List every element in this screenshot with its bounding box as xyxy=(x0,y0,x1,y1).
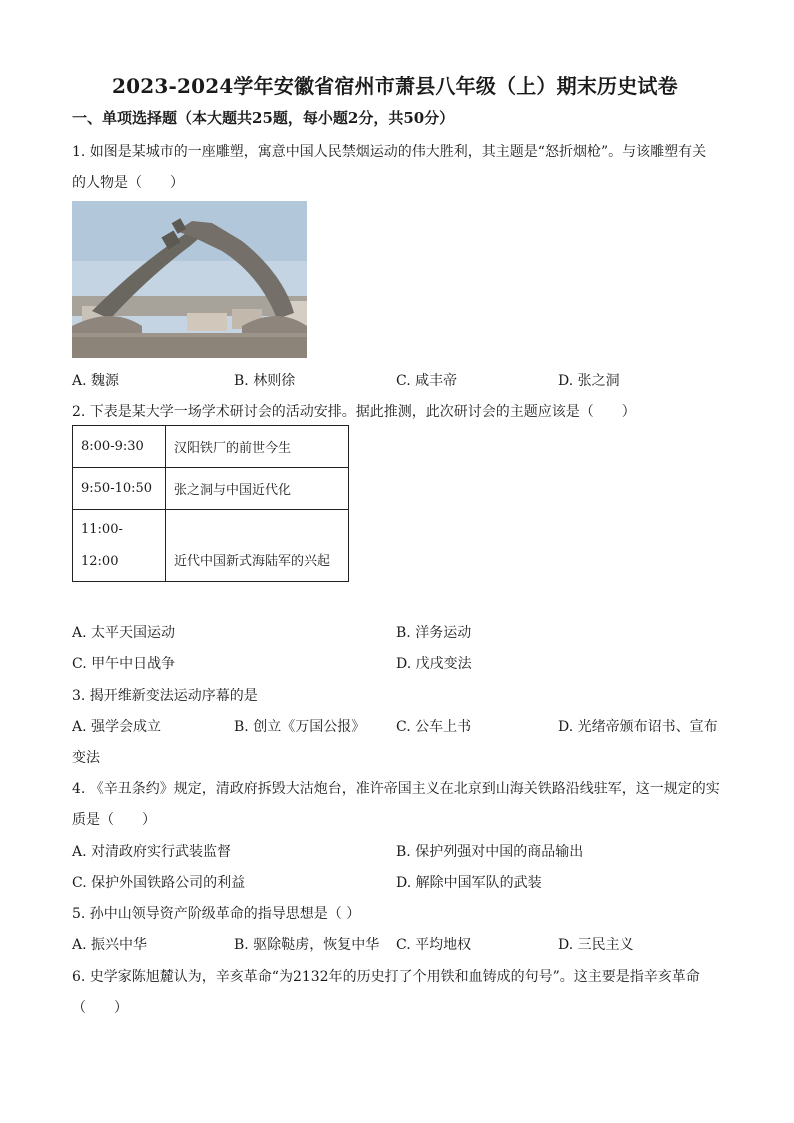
question-1-line2: 的人物是（ ） xyxy=(72,175,184,191)
q1-option-c: C. 咸丰帝 xyxy=(396,373,458,389)
time-cell xyxy=(73,510,166,582)
question-4-line2: 质是（ ） xyxy=(72,812,156,828)
topic-cell: 张之洞与中国近代化 xyxy=(166,468,349,510)
time-cell-line2: 12:00 xyxy=(81,553,119,569)
question-6-line2: （ ） xyxy=(72,1000,128,1016)
q1-option-a: A. 魏源 xyxy=(72,373,120,389)
topic-cell: 近代中国新式海陆军的兴起 xyxy=(166,510,349,582)
q1-option-b: B. 林则徐 xyxy=(234,373,296,389)
q4-option-c: C. 保护外国铁路公司的利益 xyxy=(72,875,246,891)
schedule-table xyxy=(72,425,349,582)
question-1-line1: 1. 如图是某城市的一座雕塑，寓意中国人民禁烟运动的伟大胜利，其主题是“怒折烟枪”。与该雕塑有关 xyxy=(72,144,707,160)
q3-option-c: C. 公车上书 xyxy=(396,719,472,735)
q4-option-d: D. 解除中国军队的武装 xyxy=(396,875,542,891)
q5-option-a: A. 振兴中华 xyxy=(72,937,148,953)
q3-option-d: D. 光绪帝颁布诏书、宣布 xyxy=(558,719,718,735)
q1-option-d: D. 张之洞 xyxy=(558,373,620,389)
time-cell: 8:00-9:30 xyxy=(73,426,166,468)
page-title: 2023-2024学年安徽省宿州市萧县八年级（上）期末历史试卷 xyxy=(112,74,678,98)
time-cell-line1: 11:00- xyxy=(81,521,123,537)
q2-option-c: C. 甲午中日战争 xyxy=(72,656,176,672)
section-heading: 一、单项选择题（本大题共25题，每小题2分，共50分） xyxy=(72,109,455,127)
question-2-stem: 2. 下表是某大学一场学术研讨会的活动安排。据此推测，此次研讨会的主题应该是（ ） xyxy=(72,404,636,420)
q5-option-b: B. 驱除鞑虏，恢复中华 xyxy=(234,937,380,953)
table-row xyxy=(73,510,349,582)
question-6-line1: 6. 史学家陈旭麓认为，辛亥革命“为2132年的历史打了个用铁和血铸成的句号”。这主要是指辛亥革命 xyxy=(72,969,700,985)
table-row xyxy=(73,468,349,510)
table-row xyxy=(73,426,349,468)
question-5-stem: 5. 孙中山领导资产阶级革命的指导思想是（ ） xyxy=(72,906,361,922)
sculpture-photo xyxy=(72,201,307,358)
q3-option-d-wrap: 变法 xyxy=(72,750,100,766)
q3-option-a: A. 强学会成立 xyxy=(72,719,162,735)
question-3-stem: 3. 揭开维新变法运动序幕的是 xyxy=(72,688,258,704)
q4-option-a: A. 对清政府实行武装监督 xyxy=(72,844,232,860)
q5-option-c: C. 平均地权 xyxy=(396,937,472,953)
q2-option-b: B. 洋务运动 xyxy=(396,625,472,641)
q2-option-d: D. 戊戌变法 xyxy=(396,656,472,672)
q5-option-d: D. 三民主义 xyxy=(558,937,634,953)
sculpture-image xyxy=(72,201,307,358)
question-4-line1: 4. 《辛丑条约》规定，清政府拆毁大沽炮台，准许帝国主义在北京到山海关铁路沿线驻军，这一规定的实 xyxy=(72,781,720,797)
q4-option-b: B. 保护列强对中国的商品输出 xyxy=(396,844,584,860)
q3-option-b: B. 创立《万国公报》 xyxy=(234,719,366,735)
time-cell: 9:50-10:50 xyxy=(73,468,166,510)
q2-option-a: A. 太平天国运动 xyxy=(72,625,176,641)
topic-cell: 汉阳铁厂的前世今生 xyxy=(166,426,349,468)
